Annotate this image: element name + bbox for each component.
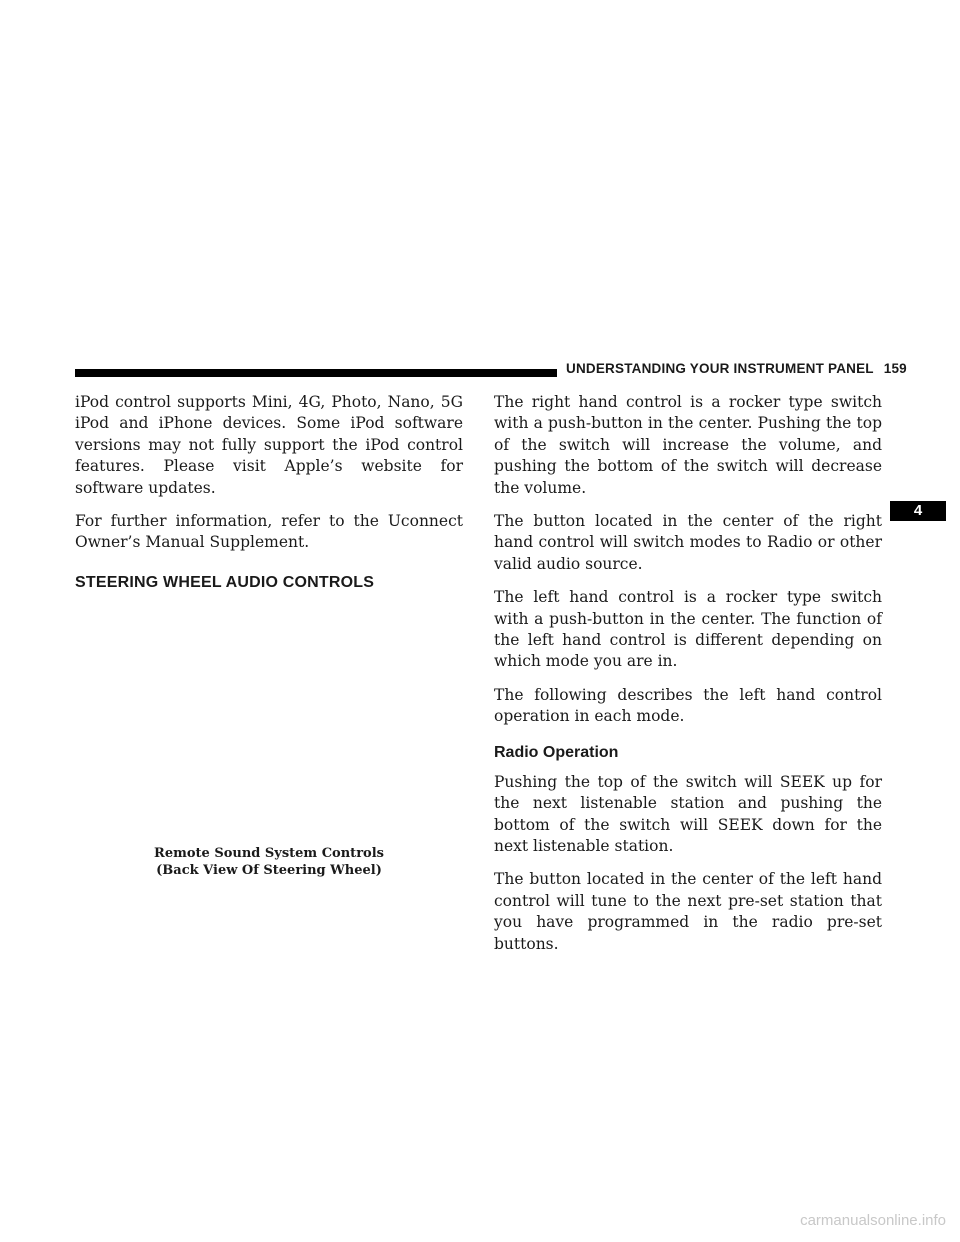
- section-title: UNDERSTANDING YOUR INSTRUMENT PANEL: [566, 361, 874, 376]
- chapter-tab: 4: [890, 501, 946, 521]
- figure-placeholder: [75, 605, 463, 840]
- figure-caption: [75, 845, 463, 879]
- paragraph-left-control: The left hand control is a rocker type switch with a push-button in the center. The function of the left hand control is different depending on which mode you are in.: [494, 588, 882, 671]
- header-rule: [75, 369, 557, 377]
- watermark: carmanualsonline.info: [800, 1212, 946, 1229]
- page-number: 159: [883, 361, 907, 376]
- right-column: [494, 392, 882, 967]
- paragraph-further-info: For further information, refer to the Uconnect Owner’s Manual Supplement.: [75, 512, 463, 552]
- subheading-radio-operation: Radio Operation: [494, 743, 619, 761]
- paragraph-preset: The button located in the center of the left hand control will tune to the next pre-set station that you have programmed in the radio pre-set buttons.: [494, 870, 882, 953]
- caption-line-2: (Back View Of Steering Wheel): [156, 863, 382, 878]
- paragraph-seek: Pushing the top of the switch will SEEK up for the next listenable station and pushing the bottom of the switch will SEEK down for the next listenable station.: [494, 772, 882, 855]
- running-header: [566, 361, 907, 376]
- paragraph-right-control: The right hand control is a rocker type switch with a push-button in the center. Pushing the top of the switch will increase the volume, and pushing the bottom of the switch will decrease the volume.: [494, 393, 882, 497]
- paragraph-right-center-button: The button located in the center of the right hand control will switch modes to Radio or other valid audio source.: [494, 512, 882, 573]
- section-heading: STEERING WHEEL AUDIO CONTROLS: [75, 573, 375, 591]
- caption-line-1: Remote Sound System Controls: [154, 846, 384, 861]
- paragraph-ipod-support: iPod control supports Mini, 4G, Photo, Nano, 5G iPod and iPhone devices. Some iPod software versions may not fully support the iPod control features. Please visit Apple’s website for software updates.: [75, 393, 463, 497]
- paragraph-left-operation: The following describes the left hand control operation in each mode.: [494, 685, 882, 726]
